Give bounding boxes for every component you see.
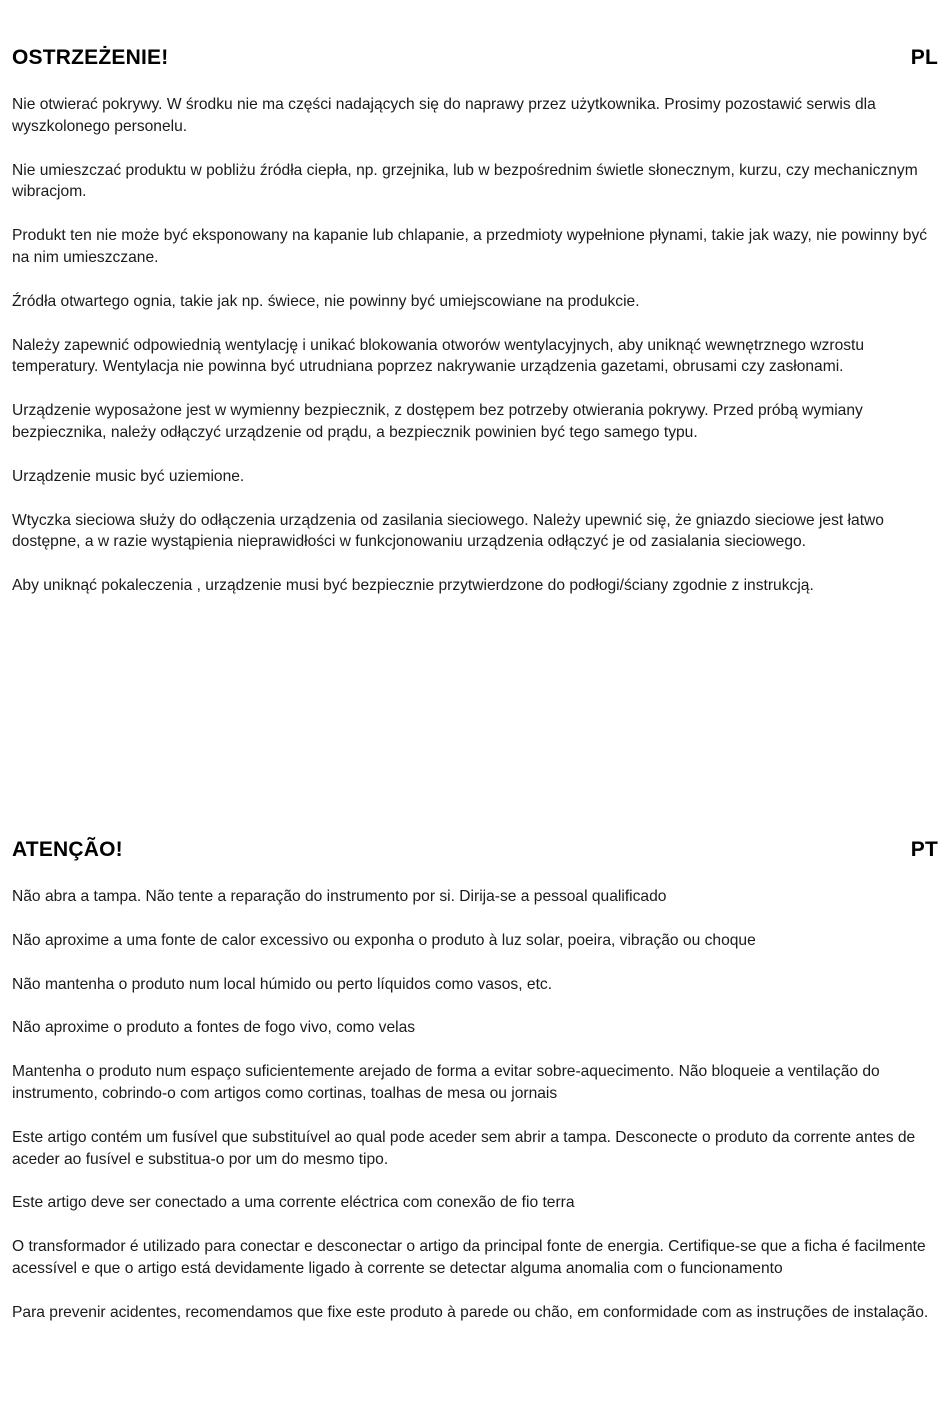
- warning-paragraph: Nie umieszczać produktu w pobliżu źródła ciepła, np. grzejnika, lub w bezpośrednim świetle słonecznym, kurzu, czy mechanicznym wibracjom.: [12, 161, 918, 201]
- warning-paragraph: Não mantenha o produto num local húmido ou perto líquidos como vasos, etc.: [12, 975, 553, 993]
- warning-paragraph: Produkt ten nie może być eksponowany na kapanie lub chlapanie, a przedmioty wypełnione płynami, takie jak wazy, nie powinny być na nim umieszczane.: [12, 227, 928, 266]
- warning-paragraph: Należy zapewnić odpowiednią wentylację i unikać blokowania otworów wentylacyjnych, aby uniknąć wewnętrznego wzrostu temperatury. Wentylacja nie powinna być utrudniana poprzez nakrywanie urządzenia gazetami, obrusami czy zasłonami.: [12, 336, 865, 376]
- warning-section-pl: [12, 46, 938, 619]
- section-header: [12, 46, 938, 76]
- warning-paragraph: Źródła otwartego ognia, takie jak np. świece, nie powinny być umiejscowiane na produkcie.: [12, 292, 640, 310]
- section-heading: ATENÇÃO!: [12, 838, 123, 861]
- warning-paragraph: Urządzenie music być uziemione.: [12, 467, 245, 485]
- warning-paragraph: Não aproxime a uma fonte de calor excessivo ou exponha o produto à luz solar, poeira, vibração ou choque: [12, 931, 756, 949]
- warning-paragraph: Não abra a tampa. Não tente a reparação do instrumento por si. Dirija-se a pessoal qualificado: [12, 888, 667, 905]
- section-heading: OSTRZEŻENIE!: [12, 46, 169, 69]
- warning-paragraph: Nie otwierać pokrywy. W środku nie ma części nadających się do naprawy przez użytkownika. Prosimy pozostawić serwis dla wyszkolonego personelu.: [12, 96, 876, 135]
- warning-paragraph: Não aproxime o produto a fontes de fogo vivo, como velas: [12, 1019, 416, 1037]
- warning-paragraph: Wtyczka sieciowa służy do odłączenia urządzenia od zasilania sieciowego. Należy upewnić się, że gniazdo sieciowe jest łatwo dostępne, a w razie wystąpienia nieprawidłości w funkcjonowaniu urządzenia odłączyć je od zasialania sieciowego.: [12, 511, 884, 551]
- warning-paragraph: O transformador é utilizado para conectar e desconectar o artigo da principal fonte de energia. Certifique-se que a ficha é facilmente acessível e que o artigo está devidamente ligado à corrente se detectar alguma anomalia com o funcionamento: [12, 1238, 926, 1277]
- warning-paragraph: Urządzenie wyposażone jest w wymienny bezpiecznik, z dostępem bez potrzeby otwierania pokrywy. Przed próbą wymiany bezpiecznika, należy odłączyć urządzenie od prądu, a bezpiecznik powinien być tego samego typu.: [12, 402, 863, 441]
- language-code: PL: [910, 46, 938, 69]
- warning-paragraph: Este artigo contém um fusível que substituível ao qual pode aceder sem abrir a tampa. Desconecte o produto da corrente antes de aceder ao fusível e substitua-o por um do mesmo tipo.: [12, 1128, 916, 1168]
- section-header: [12, 838, 938, 868]
- warning-paragraph: Aby uniknąć pokaleczenia , urządzenie musi być bezpiecznie przytwierdzone do podłogi/ściany zgodnie z instrukcją.: [12, 577, 814, 595]
- warning-paragraph: Este artigo deve ser conectado a uma corrente eléctrica com conexão de fio terra: [12, 1194, 575, 1212]
- warning-paragraph: Mantenha o produto num espaço suficientemente arejado de forma a evitar sobre-aquecimento. Não bloqueie a ventilação do instrumento, cobrindo-o com artigos como cortinas, toalhas de mesa ou jornais: [12, 1063, 880, 1102]
- warning-section-pt: [12, 838, 938, 1346]
- language-code: PT: [910, 838, 938, 861]
- warning-paragraph: Para prevenir acidentes, recomendamos que fixe este produto à parede ou chão, em conformidade com as instruções de instalação.: [12, 1303, 929, 1321]
